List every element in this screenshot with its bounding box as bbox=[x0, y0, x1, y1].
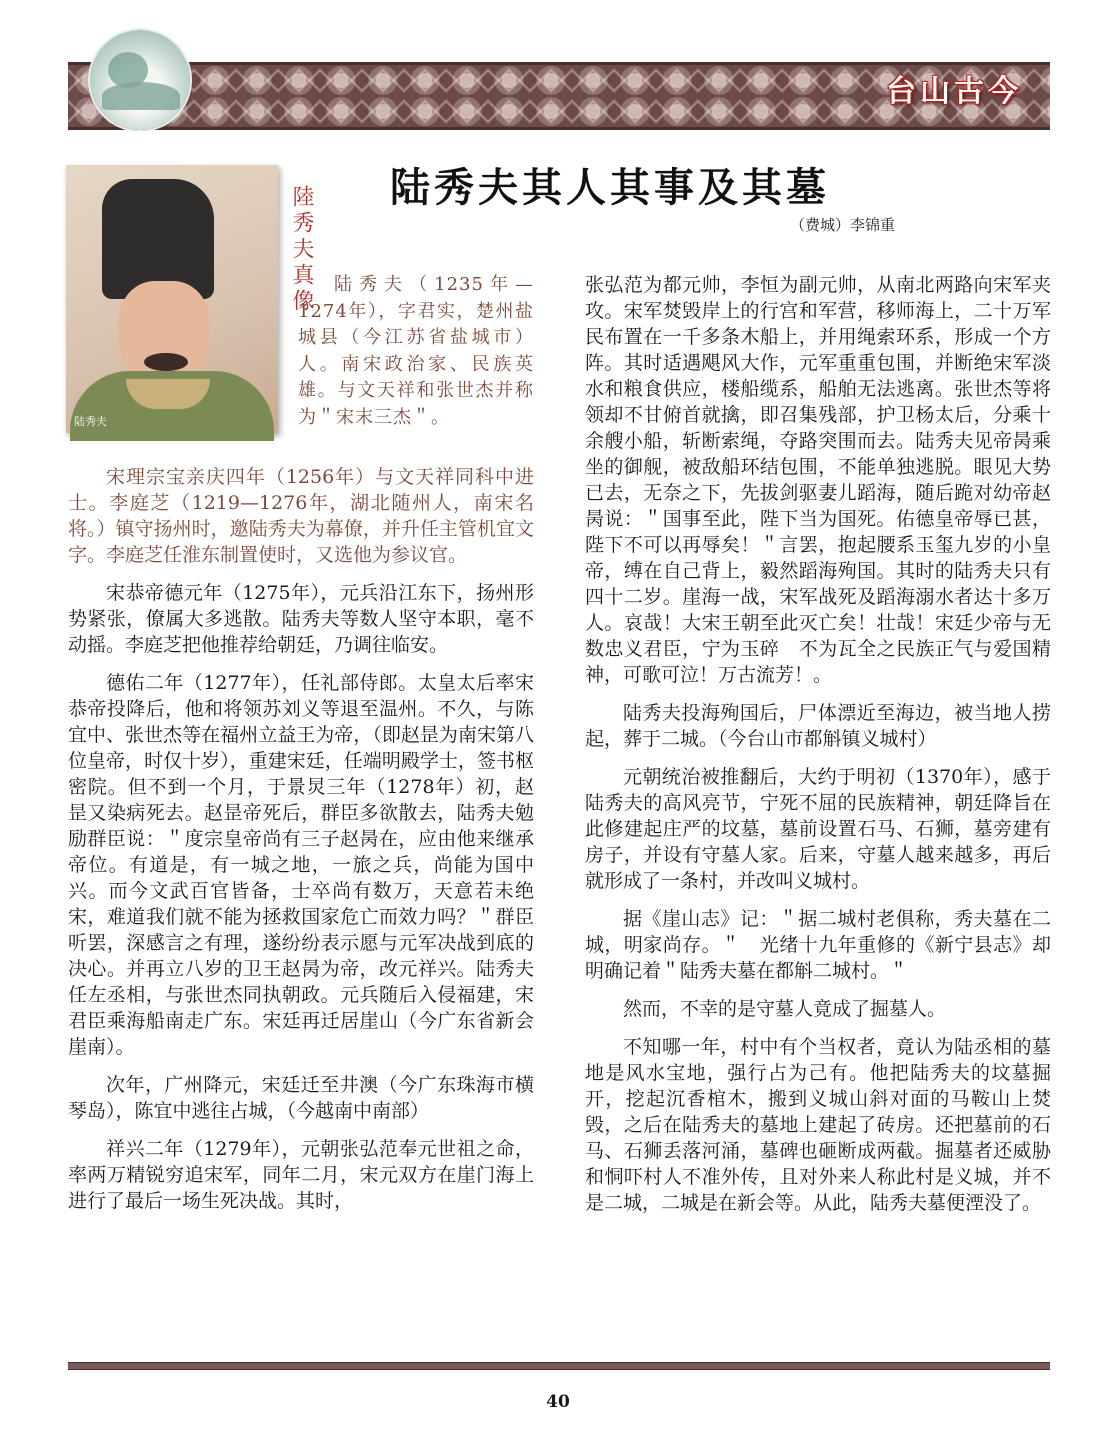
right-column bbox=[585, 272, 1051, 1228]
article-title: 陆秀夫其人其事及其墓 bbox=[390, 164, 830, 211]
paragraph: 元朝统治被推翻后，大约于明初（1370年），感于陆秀夫的高风亮节，宁死不屈的民族精神，朝廷降旨在此修建起庄严的坟墓，墓前设置石马、石狮，墓旁建有房子，并设有守墓人家。后来，守墓人越来越多，再后就形成了一条村，并改叫义城村。 bbox=[585, 766, 1051, 892]
paragraph: 祥兴二年（1279年），元朝张弘范奉元世祖之命，率两万精锐穷追宋军，同年二月，宋元双方在崖门海上进行了最后一场生死决战。其时， bbox=[68, 1138, 534, 1212]
paragraph: 陆秀夫投海殉国后，尸体漂近至海边，被当地人捞起，葬于二城。（今台山市都斛镇义城村） bbox=[585, 702, 1051, 750]
paragraph: 张弘范为都元帅，李恒为副元帅，从南北两路向宋军夹攻。宋军焚毁岸上的行宫和军营，移师海上，二十万军民布置在一千多条木船上，并用绳索环系，形成一个方阵。其时适遇飓风大作，元军重重包围，并断绝宋军淡水和粮食供应，楼船缆系，船舶无法逃离。张世杰等将领却不甘俯首就擒，即召集残部，护卫杨太后，分乘十余艘小船，斩断索绳，夺路突围而去。陆秀夫见帝昺乘坐的御舰，被敌船环结包围，不能单独逃脱。眼见大势已去，无奈之下，先拔剑驱妻儿蹈海，随后跪对幼帝赵昺说：＂国事至此，陛下当为国死。佑德皇帝辱已甚，陛下不可以再辱矣！＂言罢，抱起腰系玉玺九岁的小皇帝，缚在自己背上，毅然蹈海殉国。其时的陆秀夫只有四十二岁。崖海一战，宋军战死及蹈海溺水者达十多万人。哀哉！大宋王朝至此灭亡矣！壮哉！宋廷少帝与无数忠义君臣，宁为玉碎 不为瓦全之民族正气与爱国精神，可歌可泣！万古流芳！。 bbox=[585, 274, 1051, 686]
landscape-emblem bbox=[90, 30, 190, 130]
paragraph: 不知哪一年，村中有个当权者，竟认为陆丞相的墓地是风水宝地，强行占为己有。他把陆秀夫的坟墓掘开，挖起沉香棺木，搬到义城山斜对面的马鞍山上焚毁，之后在陆秀夫的墓地上建起了砖房。还把墓前的石马、石狮丢落河涌，墓碑也砸断成两截。掘墓者还威胁和恫吓村人不准外传，且对外来人称此村是义城，并不是二城，二城是在新会等。从此，陆秀夫墓便湮没了。 bbox=[585, 1036, 1051, 1214]
paragraph: 宋理宗宝亲庆四年（1256年）与文天祥同科中进士。李庭芝（1219—1276年，湖北随州人，南宋名将。）镇守扬州时，邀陆秀夫为幕僚，并升任主管机宜文字。李庭芝任淮东制置使时，又选他为参议官。 bbox=[68, 466, 534, 566]
article-byline: （费城）李锦重 bbox=[790, 216, 896, 234]
intro-block bbox=[298, 272, 534, 431]
paragraph: 然而，不幸的是守墓人竟成了掘墓人。 bbox=[623, 998, 947, 1020]
portrait-beard bbox=[144, 353, 188, 371]
left-column bbox=[68, 464, 534, 1226]
footer-rule bbox=[68, 1362, 1050, 1370]
paragraph: 据《崖山志》记：＂据二城村老俱称，秀夫墓在二城，明家尚存。＂ 光绪十九年重修的《新宁县志》却明确记着＂陆秀夫墓在都斛二城村。＂ bbox=[585, 908, 1051, 982]
paragraph: 宋恭帝德元年（1275年），元兵沿江东下，扬州形势紧张，僚属大多逃散。陆秀夫等数人坚守本职，毫不动摇。李庭芝把他推荐给朝廷，乃调往临安。 bbox=[68, 582, 534, 656]
paragraph: 次年，广州降元，宋廷迁至井澳（今广东珠海市横琴岛），陈宜中逃往占城，（今越南中南部） bbox=[68, 1074, 534, 1122]
portrait-image bbox=[66, 165, 314, 433]
hill-icon bbox=[102, 82, 180, 110]
portrait-label: 陆秀夫 bbox=[74, 415, 107, 428]
portrait-caption: 陸秀夫真像 bbox=[289, 185, 314, 315]
paragraph: 德佑二年（1277年），任礼部侍郎。太皇太后率宋恭帝投降后，他和将领苏刘义等退至温州。不久，与陈宜中、张世杰等在福州立益王为帝，（即赵昰为南宋第八位皇帝，时仅十岁），重建宋廷，任端明殿学士，签书枢密院。但不到一个月，于景炅三年（1278年）初，赵昰又染病死去。赵昰帝死后，群臣多欲散去，陆秀夫勉励群臣说：＂度宗皇帝尚有三子赵昺在，应由他来继承帝位。有道是，有一城之地，一旅之兵，尚能为国中兴。而今文武百官皆备，士卒尚有数万，天意若未绝宋，难道我们就不能为拯救国家危亡而效力吗？＂群臣听罢，深感言之有理，遂纷纷表示愿与元军决战到底的决心。并再立八岁的卫王赵昺为帝，改元祥兴。陆秀夫任左丞相，与张世杰同执朝政。元兵随后入侵福建，宋君臣乘海船南走广东。宋廷再迁居崖山（今广东省新会崖南）。 bbox=[68, 672, 534, 1058]
section-title: 台山古今 bbox=[886, 74, 1022, 109]
page-number: 40 bbox=[546, 1392, 570, 1412]
intro-paragraph: 陆秀夫（1235年—1274年），字君实，楚州盐城县（今江苏省盐城市）人。南宋政治家、民族英雄。与文天祥和张世杰并称为＂宋末三杰＂。 bbox=[298, 274, 534, 428]
